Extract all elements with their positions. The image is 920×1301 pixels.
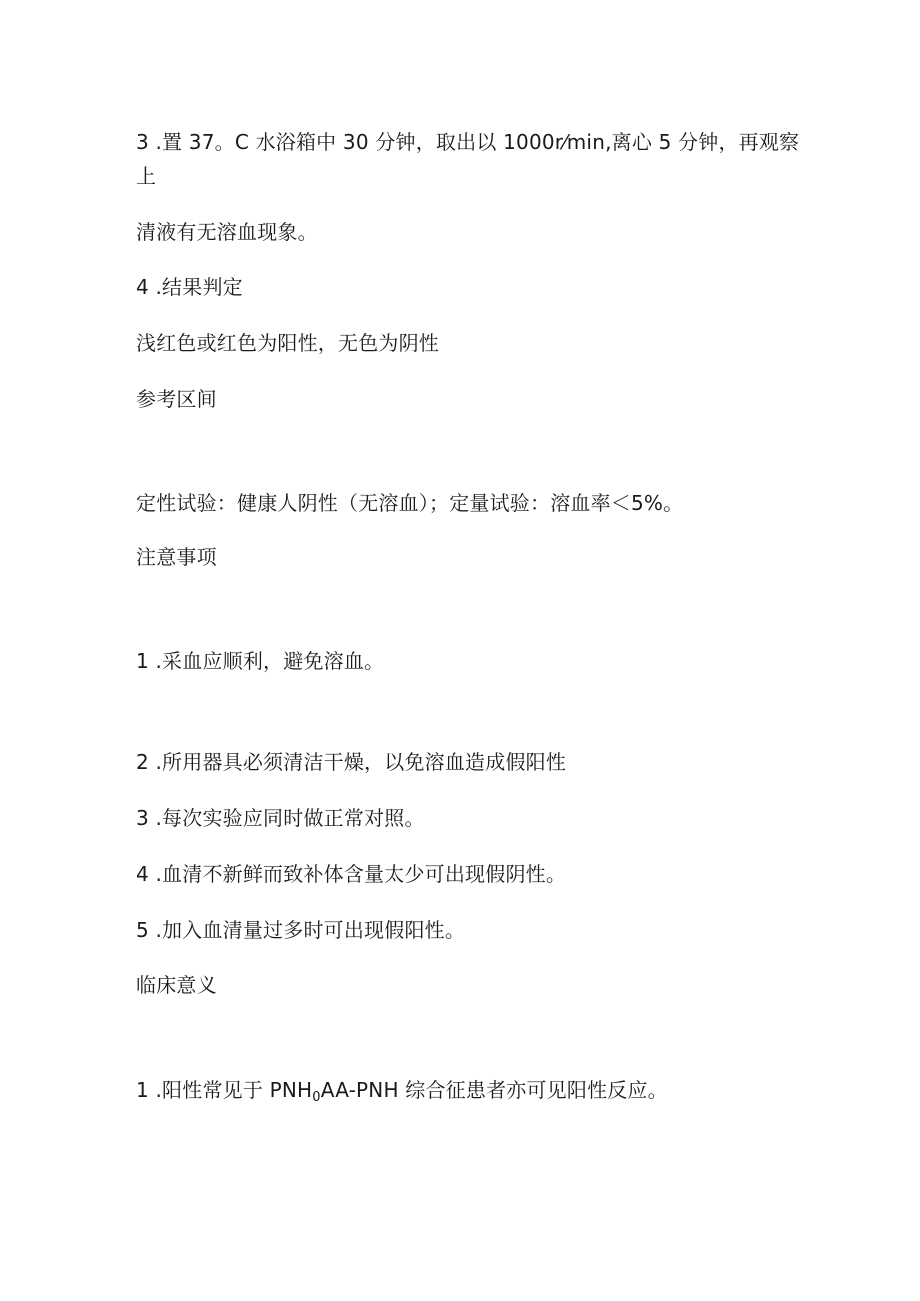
precaution-item-5: 5 .加入血清量过多时可出现假阳性。 [136, 918, 466, 942]
step-3-continuation-text: 上 [136, 164, 157, 188]
clinical-item-prefix: 1 .阳性常见于 PNH [136, 1078, 313, 1102]
clinical-significance-item-1 [136, 1076, 668, 1112]
reference-range-text: 定性试验：健康人阴性（无溶血）；定量试验：溶血率＜5%。 [136, 491, 684, 515]
step-4-heading: 4 .结果判定 [136, 275, 243, 299]
precaution-item-1: 1 .采血应顺利，避免溶血。 [136, 649, 385, 673]
step-3-observation-text: 清液有无溶血现象。 [136, 220, 318, 244]
reference-range-heading: 参考区间 [136, 387, 217, 411]
result-judgement-text: 浅红色或红色为阳性，无色为阴性 [136, 331, 439, 355]
step-3-incubation-text: 3 .置 37。C 水浴箱中 30 分钟，取出以 1000r⁄min,离心 5 分钟，再观察 [136, 130, 800, 154]
precautions-heading: 注意事项 [136, 545, 217, 569]
clinical-significance-heading: 临床意义 [136, 973, 217, 997]
precaution-item-3: 3 .每次实验应同时做正常对照。 [136, 806, 425, 830]
precaution-item-2: 2 .所用器具必须清洁干燥，以免溶血造成假阳性 [136, 750, 567, 774]
precaution-item-4: 4 .血清不新鲜而致补体含量太少可出现假阴性。 [136, 862, 567, 886]
clinical-item-subscript: 0 [312, 1090, 321, 1105]
clinical-item-suffix: AA-PNH 综合征患者亦可见阳性反应。 [320, 1078, 668, 1102]
